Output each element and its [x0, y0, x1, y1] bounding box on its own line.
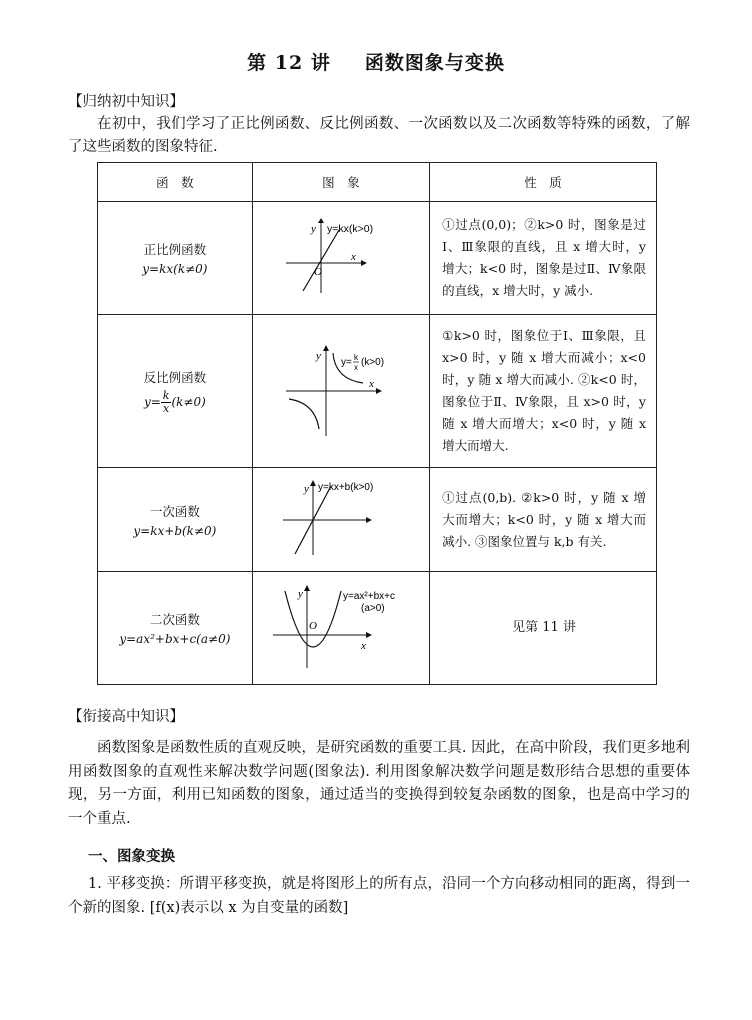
y-axis-arrow	[323, 345, 329, 351]
x-axis-label: x	[360, 640, 366, 652]
graph-label: y=kx(k>0)	[326, 223, 374, 235]
property-cell: 见第 11 讲	[430, 572, 657, 685]
graph-equation: y=	[340, 357, 352, 368]
x-axis-arrow	[376, 388, 382, 394]
y-axis-label: y	[303, 482, 309, 495]
x-axis-arrow	[366, 632, 372, 638]
origin-label: O	[313, 266, 322, 278]
table-header-row	[98, 163, 657, 202]
y-axis-label: y	[297, 588, 303, 600]
function-cell	[98, 202, 253, 315]
quadratic-function-graph	[271, 583, 411, 673]
y-axis-arrow	[318, 218, 324, 223]
header-property: 性 质	[430, 163, 657, 202]
x-axis-label: x	[350, 251, 356, 263]
header-graph: 图 象	[252, 163, 429, 202]
table-row	[98, 315, 657, 468]
x-axis-arrow	[361, 260, 367, 266]
inverse-proportion-graph	[281, 341, 401, 441]
y-axis-arrow	[304, 585, 310, 591]
intro-paragraph: 在初中，我们学习了正比例函数、反比例函数、一次函数以及二次函数等特殊的函数，了解了这些函数的图象特征.	[68, 116, 690, 155]
graph-cell	[252, 468, 429, 572]
subsection-heading: 一、图象变换	[88, 848, 175, 865]
function-name: 正比例函数	[143, 242, 207, 257]
graph-frac-den: x	[353, 363, 358, 372]
table-row	[98, 468, 657, 572]
function-name: 反比例函数	[143, 369, 207, 385]
graph-frac-num: k	[353, 353, 358, 362]
graph-cell	[252, 315, 429, 468]
linear-function-graph	[281, 480, 401, 560]
function-expression: y=kx+b(k≠0)	[133, 523, 217, 538]
function-cell	[98, 572, 253, 685]
function-name: 二次函数	[149, 612, 200, 627]
origin-label: O	[308, 620, 317, 632]
function-name: 一次函数	[149, 503, 200, 519]
function-expression: y=ax²+bx+c(a≠0)	[119, 632, 231, 646]
table-row	[98, 572, 657, 685]
property-cell: ①过点(0,0)；②k>0 时，图象是过Ⅰ、Ⅲ象限的直线，且 x 增大时，y 增大；k<0 时，图象是过Ⅱ、Ⅳ象限的直线，x 增大时，y 减小.	[430, 202, 657, 315]
lesson-topic: 函数图象与变换	[364, 52, 505, 74]
graph-label: y=kx+b(k>0)	[317, 481, 374, 493]
table-row	[98, 202, 657, 315]
section-heading-junior: 【归纳初中知识】	[68, 94, 184, 110]
graph-cell	[252, 202, 429, 315]
x-axis-label: x	[368, 378, 374, 390]
function-cell	[98, 315, 253, 468]
lesson-number: 第 12 讲	[247, 52, 331, 74]
function-cell	[98, 468, 253, 572]
y-axis-label: y	[310, 223, 316, 235]
y-axis-label: y	[315, 350, 321, 362]
parabola-curve	[285, 591, 341, 647]
graph-label: y=ax²+bx+c	[342, 591, 395, 602]
direct-proportion-graph	[281, 218, 401, 298]
page-title	[0, 48, 752, 75]
graph-cell	[252, 572, 429, 685]
y-axis-arrow	[310, 480, 316, 486]
function-table	[97, 162, 657, 685]
hyperbola-branch-3	[289, 399, 319, 429]
graph-label: (k>0)	[360, 357, 384, 368]
function-expression: y= $\frac{k}{x}$ (k≠0)	[143, 388, 206, 415]
translation-paragraph: 1. 平移变换：所谓平移变换，就是将图形上的所有点，沿同一个方向移动相同的距离，得到一个新的图象. [f(x)表示以 x 为自变量的函数]	[68, 876, 690, 916]
property-cell: ①k>0 时，图象位于Ⅰ、Ⅲ象限，且 x>0 时，y 随 x 增大而减小；x<0 时，y 随 x 增大而减小. ②k<0 时，图象位于Ⅱ、Ⅳ象限，且 x>0 时，y 随 x 增大而增大；x<0 时，y 随 x 增大而增大.	[430, 315, 657, 468]
section-heading-senior: 【衔接高中知识】	[68, 709, 184, 725]
header-function: 函 数	[98, 163, 253, 202]
x-axis-arrow	[366, 517, 372, 523]
property-cell: ①过点(0,b). ②k>0 时，y 随 x 增大而增大；k<0 时，y 随 x 增大而减小. ③图象位置与 k,b 有关.	[430, 468, 657, 572]
graph-label-condition: (a>0)	[360, 603, 385, 614]
function-expression: y=kx(k≠0)	[142, 262, 208, 276]
senior-paragraph: 函数图象是函数性质的直观反映，是研究函数的重要工具. 因此，在高中阶段，我们更多地利用函数图象的直观性来解决数学问题(图象法). 利用图象解决数学问题是数形结合思想的重要体现，另一方面，利用已知函数的图象，通过适当的变换得到较复杂函数的图象，也是高中学习的一个重点.	[68, 740, 690, 827]
